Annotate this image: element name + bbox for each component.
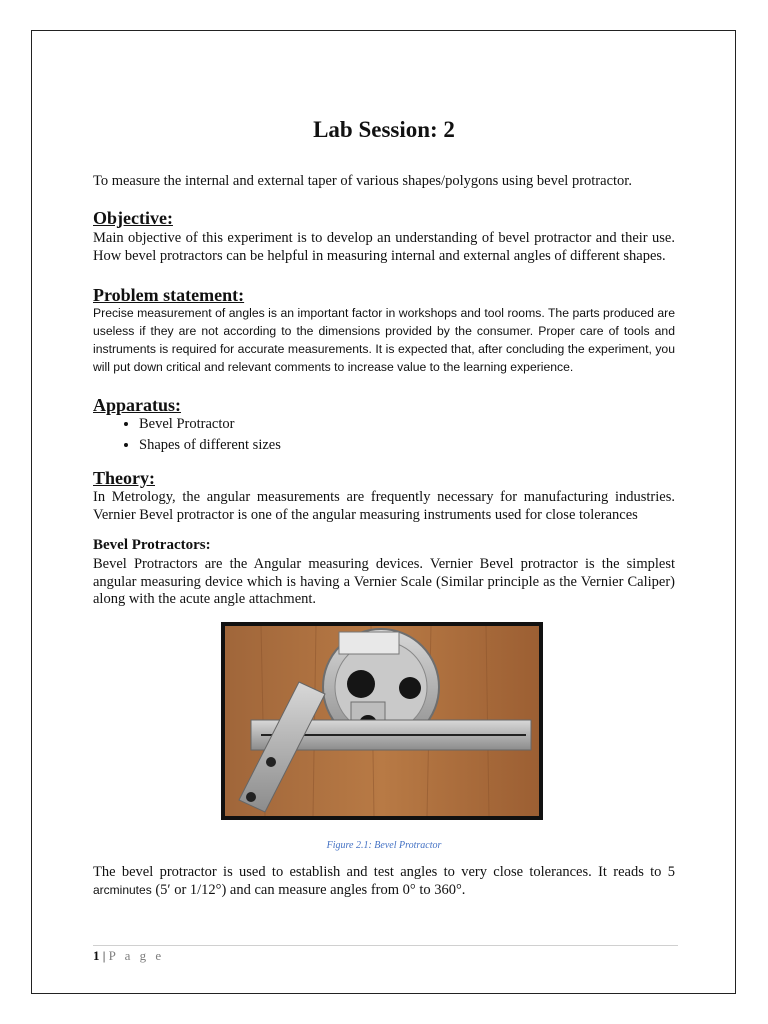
page-label: P a g e [108,948,165,963]
footer-divider [93,945,678,946]
theory-text: In Metrology, the angular measurements are frequently necessary for manufacturing industries. Vernier Bevel protractor is one of the angular measuring instruments used for close tolerances [93,489,675,523]
problem-text: Precise measurement of angles is an important factor in workshops and tool rooms. The parts produced are useless if they are not according to the dimensions provided by the consumer. Proper care of tools and instruments is required for accurate measurements. It is expected that, after concluding the experiment, you will put down critical and relevant comments to increase value to the learning experience. [93,306,675,374]
problem-heading: Problem statement: [93,285,245,305]
objective-text: Main objective of this experiment is to develop an understanding of bevel protractor and their use. How bevel protractors can be helpful in measuring internal and external angles of different shapes. [93,230,675,264]
arcminutes-term: arcminutes [93,882,152,897]
list-item: • Bevel Protractor [139,414,281,435]
figure-caption: Figure 2.1: Bevel Protractor [326,840,442,851]
aim-text: To measure the internal and external taper of various shapes/polygons using bevel protractor. [93,173,632,189]
apparatus-list [93,414,281,456]
bevel-protractor-figure [221,622,543,820]
page-footer: 1 | P a g e [93,948,165,963]
bevel-heading: Bevel Protractors: [93,537,211,553]
page-number: 1 [93,948,100,963]
bevel-protractor-image [221,622,543,820]
bevel-text: Bevel Protractors are the Angular measuring devices. Vernier Bevel protractor is the simplest angular measuring device which is having a Vernier Scale (Similar principle as the Vernier Caliper) along with the acute angle attachment. [93,556,675,607]
list-item: • Shapes of different sizes [139,435,281,456]
page-title: Lab Session: 2 [313,117,455,142]
theory-heading: Theory: [93,468,155,488]
apparatus-heading: Apparatus: [93,395,182,415]
objective-heading: Objective: [93,208,173,228]
closing-text: The bevel protractor is used to establish and test angles to very close tolerances. It reads to 5 arcminutes (5′ or 1/12°) and can measure angles from 0° to 360°. [93,864,675,898]
